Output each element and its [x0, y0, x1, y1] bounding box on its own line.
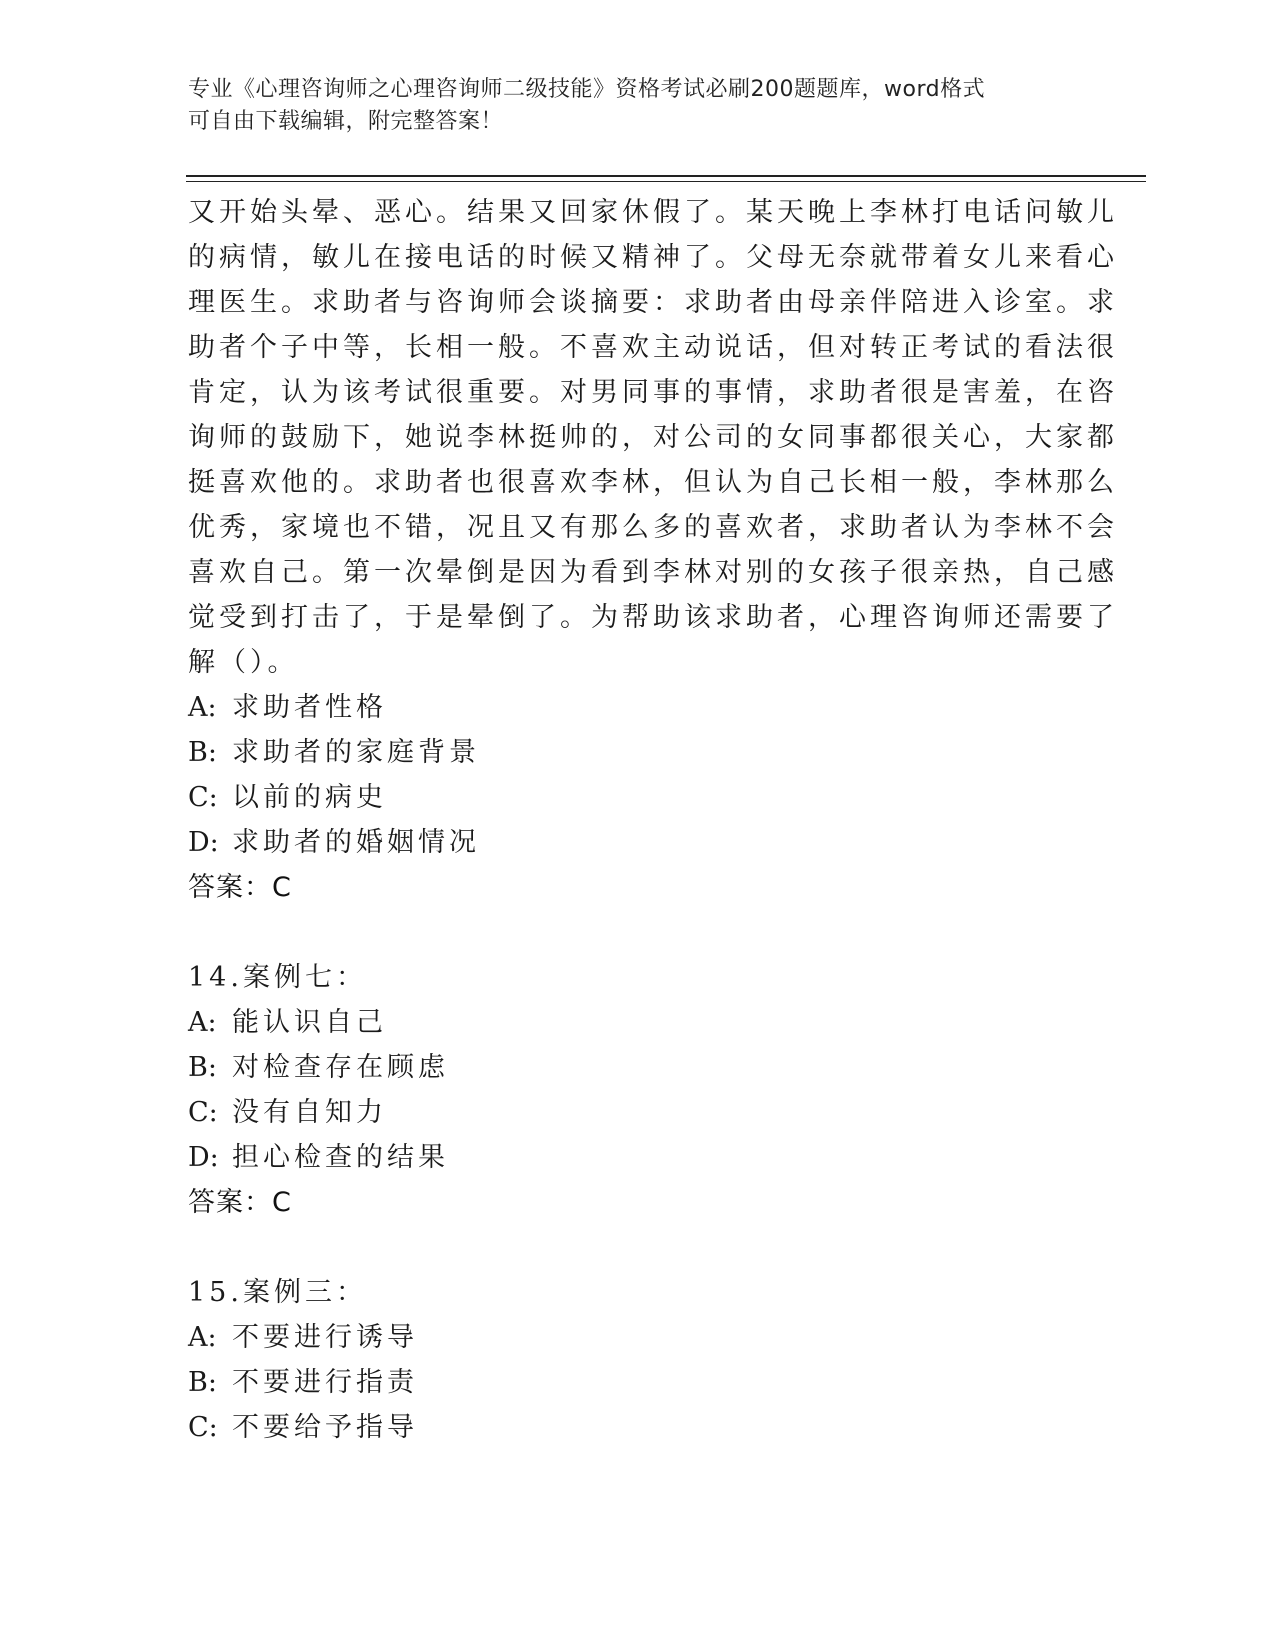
header-rule-thin: [186, 181, 1146, 182]
stem-line: 觉受到打击了，于是晕倒了。为帮助该求助者，心理咨询师还需要了: [188, 602, 1118, 633]
stem-line: 理医生。求助者与咨询师会谈摘要：求助者由母亲伴陪进入诊室。求: [188, 287, 1118, 318]
option-text: 求助者的家庭背景: [232, 737, 480, 768]
document-body: [188, 190, 1118, 1450]
option-text: 能认识自己: [232, 1007, 387, 1038]
option-key: C:: [188, 1097, 218, 1128]
option-a: [188, 1315, 1068, 1360]
option-text: 不要给予指导: [232, 1412, 418, 1443]
option-text: 以前的病史: [232, 782, 387, 813]
question-14-title: 14.案例七：: [188, 962, 367, 993]
spacer: [188, 910, 1068, 955]
option-b: [188, 1360, 1068, 1405]
document-header: [188, 74, 1068, 138]
option-key: B:: [188, 1367, 217, 1398]
option-text: 没有自知力: [232, 1097, 387, 1128]
stem-line: 解（）。: [188, 647, 299, 678]
stem-line: 优秀，家境也不错，况且又有那么多的喜欢者，求助者认为李林不会: [188, 512, 1118, 543]
option-b: [188, 730, 1068, 775]
option-c: [188, 1090, 1068, 1135]
option-b: [188, 1045, 1068, 1090]
question-13-stem: [188, 190, 1118, 685]
option-key: A:: [188, 692, 217, 723]
option-key: D:: [188, 827, 219, 858]
option-key: B:: [188, 1052, 217, 1083]
option-key: C:: [188, 782, 218, 813]
question-15-options: [188, 1315, 1068, 1450]
option-text: 对检查存在顾虑: [232, 1052, 449, 1083]
question-14-answer: 答案：C: [188, 1187, 292, 1218]
question-14-options: [188, 1000, 1068, 1180]
question-15-title: 15.案例三：: [188, 1277, 367, 1308]
option-text: 求助者性格: [232, 692, 387, 723]
option-d: [188, 820, 1068, 865]
header-rule-thick: [186, 175, 1146, 177]
option-text: 不要进行诱导: [232, 1322, 418, 1353]
option-key: D:: [188, 1142, 219, 1173]
stem-line: 肯定，认为该考试很重要。对男同事的事情，求助者很是害羞，在咨: [188, 377, 1118, 408]
option-c: [188, 775, 1068, 820]
stem-line: 喜欢自己。第一次晕倒是因为看到李林对别的女孩子很亲热，自己感: [188, 557, 1118, 588]
spacer: [188, 1225, 1068, 1270]
option-a: [188, 685, 1068, 730]
option-text: 担心检查的结果: [232, 1142, 449, 1173]
stem-line: 又开始头晕、恶心。结果又回家休假了。某天晚上李林打电话问敏儿: [188, 197, 1118, 228]
option-c: [188, 1405, 1068, 1450]
stem-line: 的病情，敏儿在接电话的时候又精神了。父母无奈就带着女儿来看心: [188, 242, 1118, 273]
stem-line: 挺喜欢他的。求助者也很喜欢李林，但认为自己长相一般，李林那么: [188, 467, 1118, 498]
option-key: A:: [188, 1007, 217, 1038]
option-a: [188, 1000, 1068, 1045]
stem-line: 询师的鼓励下，她说李林挺帅的，对公司的女同事都很关心，大家都: [188, 422, 1118, 453]
option-key: A:: [188, 1322, 217, 1353]
option-text: 不要进行指责: [232, 1367, 418, 1398]
question-13-answer: 答案：C: [188, 872, 292, 903]
option-d: [188, 1135, 1068, 1180]
question-13-options: [188, 685, 1068, 865]
stem-line: 助者个子中等，长相一般。不喜欢主动说话，但对转正考试的看法很: [188, 332, 1118, 363]
header-line-1: 专业《心理咨询师之心理咨询师二级技能》资格考试必刷200题题库，word格式: [188, 77, 986, 102]
header-line-2: 可自由下载编辑，附完整答案！: [188, 109, 504, 134]
option-text: 求助者的婚姻情况: [232, 827, 480, 858]
option-key: B:: [188, 737, 217, 768]
option-key: C:: [188, 1412, 218, 1443]
